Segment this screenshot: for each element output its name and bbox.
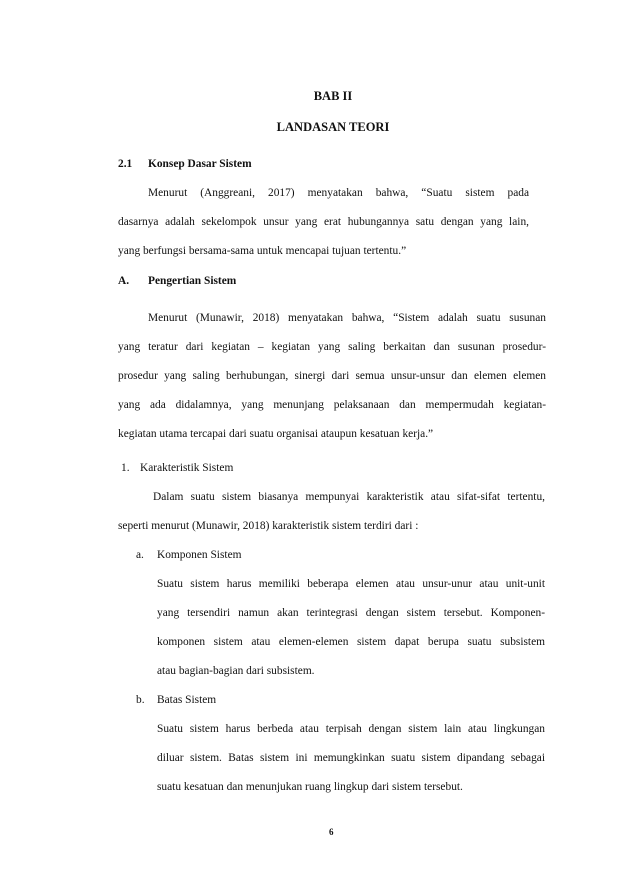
subsection-letter: A. (118, 275, 130, 287)
paragraph-line: yang ada didalamnya, yang menunjang pelaksanaan dan mempermudah kegiatan- (118, 399, 546, 411)
list-title: Karakteristik Sistem (140, 462, 234, 474)
paragraph-line: yang berfungsi bersama-sama untuk mencapai tujuan tertentu.” (118, 245, 407, 257)
paragraph-line: kegiatan utama tercapai dari suatu organisai ataupun kesatuan kerja.” (118, 428, 434, 440)
paragraph-line: atau bagian-bagian dari subsistem. (157, 665, 315, 677)
paragraph-line: komponen sistem atau elemen-elemen sistem dapat berupa suatu subsistem (157, 636, 545, 648)
sublist-letter: b. (136, 694, 145, 706)
paragraph-line: Suatu sistem harus berbeda atau terpisah dengan sistem lain atau lingkungan (157, 723, 545, 735)
paragraph-line: Suatu sistem harus memiliki beberapa elemen atau unsur-unur atau unit-unit (157, 578, 545, 590)
paragraph-line: suatu kesatuan dan menunjukan ruang lingkup dari sistem tersebut. (157, 781, 463, 793)
paragraph-line: diluar sistem. Batas sistem ini memungkinkan suatu sistem dipandang sebagai (157, 752, 545, 764)
paragraph-line: Menurut (Munawir, 2018) menyatakan bahwa, “Sistem adalah suatu susunan (148, 312, 546, 324)
paragraph-line: yang teratur dari kegiatan – kegiatan yang saling berkaitan dan susunan prosedur- (118, 341, 546, 353)
paragraph-line: Menurut (Anggreani, 2017) menyatakan bahwa, “Suatu sistem pada (148, 187, 529, 199)
paragraph-line: prosedur yang saling berhubungan, sinergi dari semua unsur-unsur dan elemen elemen (118, 370, 546, 382)
paragraph-line: Dalam suatu sistem biasanya mempunyai karakteristik atau sifat-sifat tertentu, (153, 491, 545, 503)
sublist-title: Batas Sistem (157, 694, 217, 706)
sublist-letter: a. (136, 549, 144, 561)
section-title: Konsep Dasar Sistem (148, 158, 252, 170)
sublist-title: Komponen Sistem (157, 549, 242, 561)
subsection-title: Pengertian Sistem (148, 275, 237, 287)
chapter-title: LANDASAN TEORI (276, 120, 390, 134)
section-number: 2.1 (118, 158, 133, 170)
list-number: 1. (121, 462, 130, 474)
paragraph-line: seperti menurut (Munawir, 2018) karakteristik sistem terdiri dari : (118, 520, 419, 532)
paragraph-line: dasarnya adalah sekelompok unsur yang erat hubungannya satu dengan yang lain, (118, 216, 529, 228)
chapter-label: BAB II (313, 89, 353, 103)
paragraph-line: yang tersendiri namun akan terintegrasi dengan sistem tersebut. Komponen- (157, 607, 545, 619)
page-number: 6 (329, 827, 334, 837)
